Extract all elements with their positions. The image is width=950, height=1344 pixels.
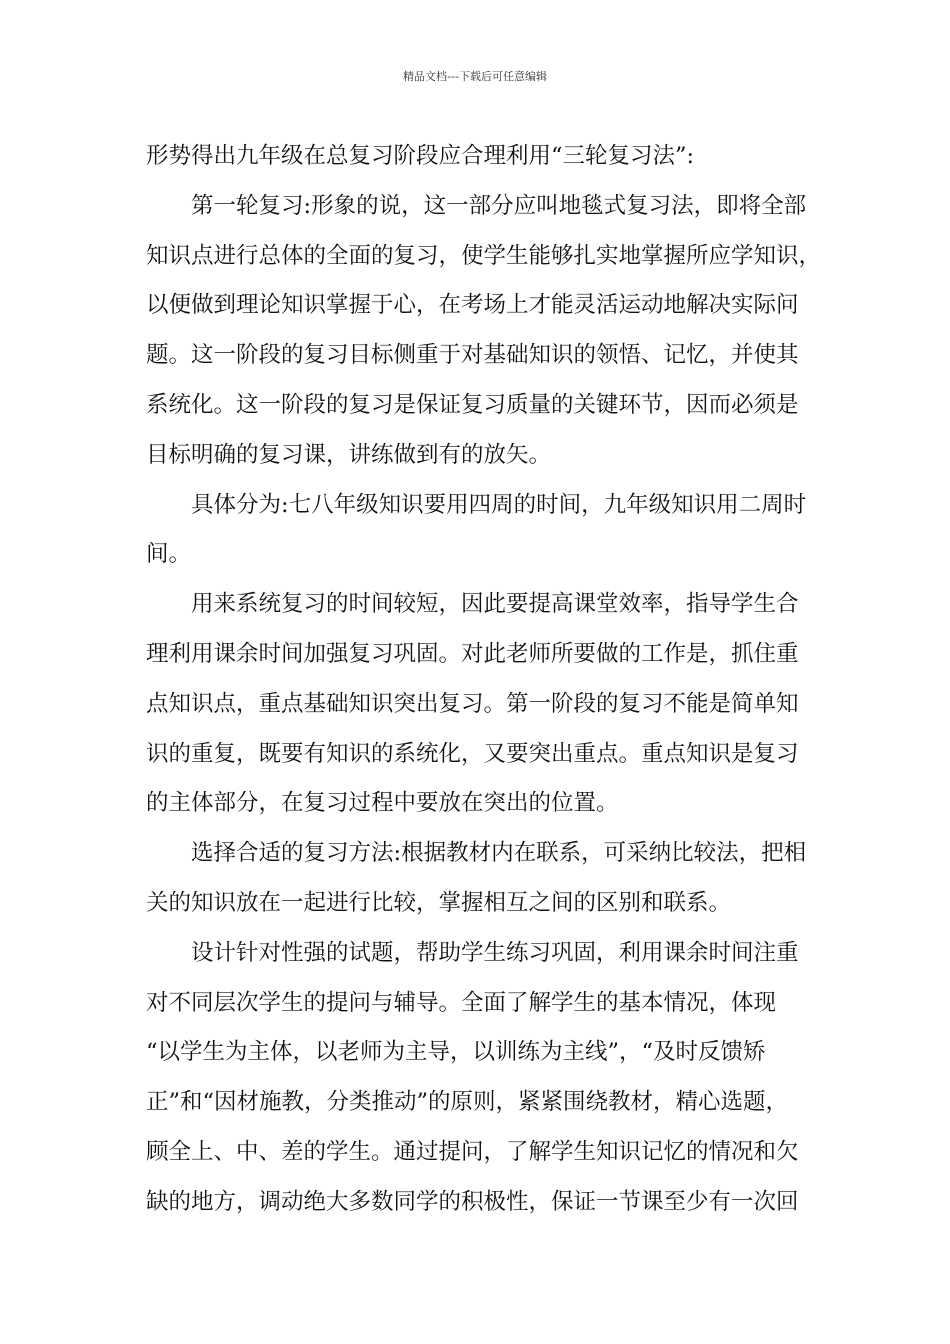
- text-line: 正”和“因材施教，分类推动”的原则，紧紧围绕教材，精心选题，: [146, 1089, 789, 1116]
- text-line: 目标明确的复习课，讲练做到有的放矢。: [146, 441, 552, 468]
- text-line: 顾全上、中、差的学生。通过提问，了解学生知识记忆的情况和欠: [146, 1138, 799, 1165]
- paragraph-first-line: 第一轮复习:形象的说，这一部分应叫地毯式复习法，即将全部: [191, 192, 807, 219]
- paragraph-first-line: 选择合适的复习方法:根据教材内在联系，可采纳比较法，把相: [191, 840, 807, 867]
- paragraph-first-line: 设计针对性强的试题，帮助学生练习巩固，利用课余时间注重: [191, 939, 799, 966]
- document-body: [146, 132, 826, 1228]
- text-line: 识的重复，既要有知识的系统化，又要突出重点。重点知识是复习: [146, 740, 799, 767]
- text-line: 点知识点，重点基础知识突出复习。第一阶段的复习不能是简单知: [146, 690, 799, 717]
- text-line: 形势得出九年级在总复习阶段应合理利用“三轮复习法”:: [146, 143, 695, 169]
- text-line: 题。这一阶段的复习目标侧重于对基础知识的领悟、记忆，并使其: [146, 342, 799, 369]
- text-line: 关的知识放在一起进行比较，掌握相互之间的区别和联系。: [146, 889, 732, 916]
- text-line: 的主体部分，在复习过程中要放在突出的位置。: [146, 790, 619, 817]
- text-line: 对不同层次学生的提问与辅导。全面了解学生的基本情况，体现: [146, 989, 777, 1016]
- paragraph-first-line: 用来系统复习的时间较短，因此要提高课堂效率，指导学生合: [191, 591, 799, 618]
- text-line: 系统化。这一阶段的复习是保证复习质量的关键环节，因而必须是: [146, 391, 799, 418]
- text-line: 知识点进行总体的全面的复习，使学生能够扎实地掌握所应学知识，: [146, 242, 822, 269]
- text-line: 缺的地方，调动绝大多数同学的积极性，保证一节课至少有一次回: [146, 1188, 799, 1215]
- text-line: “以学生为主体，以老师为主导，以训练为主线”，“及时反馈矫: [146, 1039, 766, 1066]
- text-line: 以便做到理论知识掌握于心，在考场上才能灵活运动地解决实际问: [146, 292, 799, 319]
- text-line: 间。: [146, 541, 192, 568]
- paragraph-first-line: 具体分为:七八年级知识要用四周的时间，九年级知识用二周时: [191, 491, 807, 518]
- text-line: 理利用课余时间加强复习巩固。对此老师所要做的工作是，抓住重: [146, 640, 799, 667]
- page-header: 精品文档---下载后可任意编辑: [403, 70, 547, 83]
